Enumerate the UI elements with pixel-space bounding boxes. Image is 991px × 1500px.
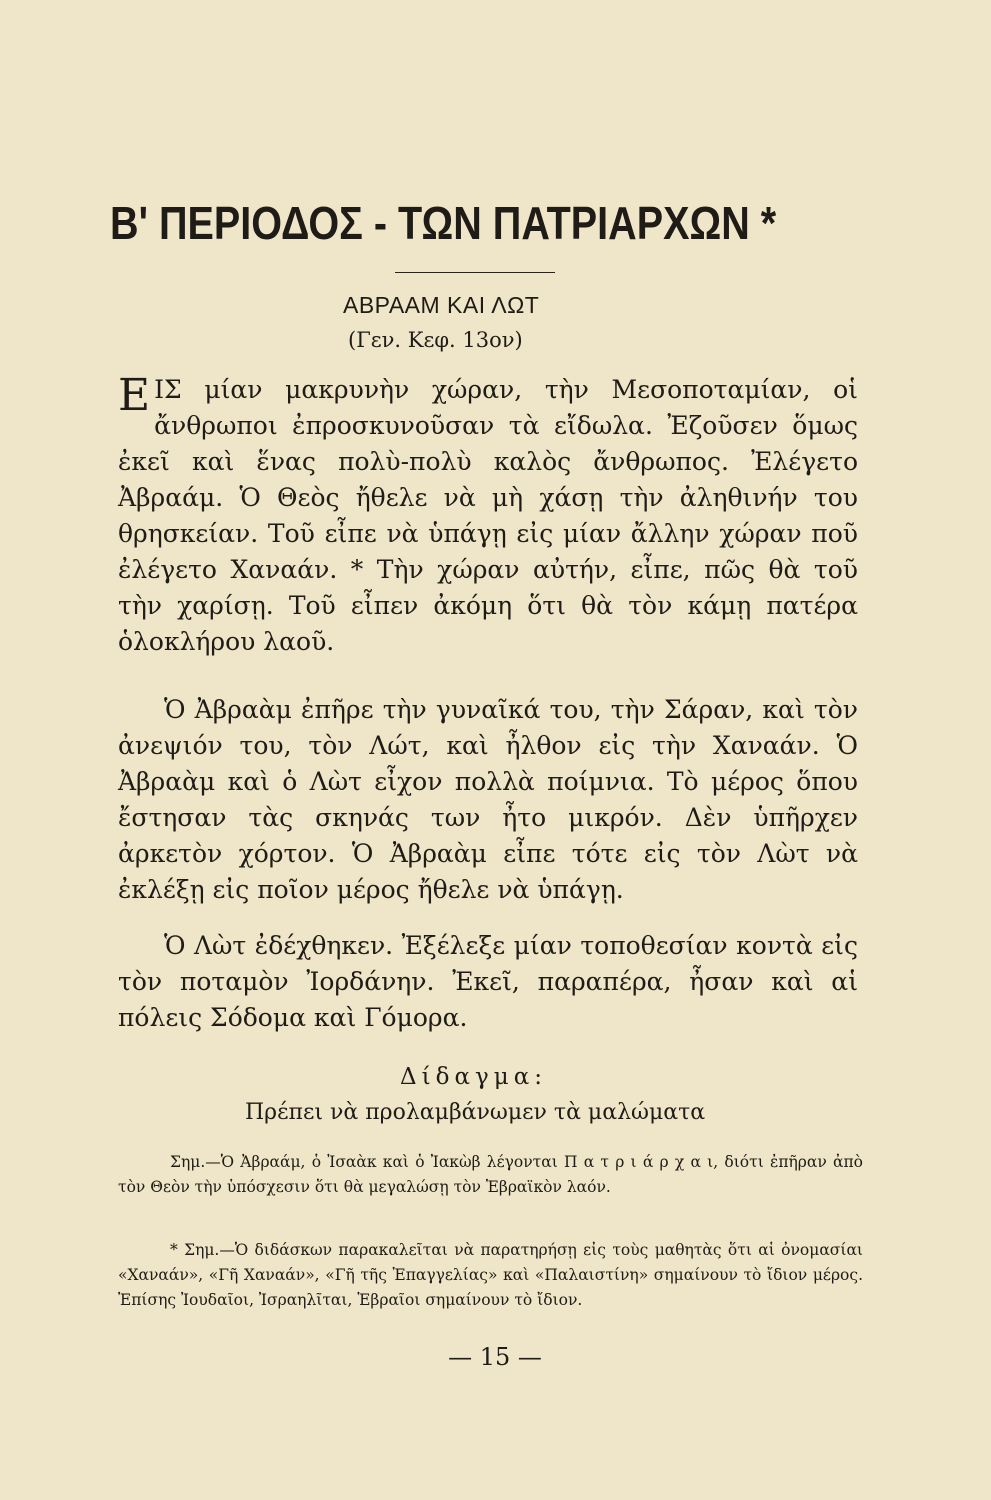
section-title: ΑΒΡΑΑΜ ΚΑΙ ΛΩΤ [343, 292, 540, 318]
paragraph-1-text: ΙΣ μίαν μακρυνὴν χώραν, τὴν Μεσοποταμίαν, οἱ ἄνθρωποι ἐπροσκυνοῦσαν τὰ εἴδωλα. Ἐζοῦσεν ὅμως ἐκεῖ καὶ ἕνας πολὺ-πολὺ καλὸς ἄνθρωπος. Ἐλέγετο Ἀβραάμ. Ὁ Θεὸς ἤθελε νὰ μὴ χάσῃ τὴν ἀληθινήν του θρησκείαν. Τοῦ εἶπε νὰ ὑπάγῃ εἰς μίαν ἄλλην χώραν ποῦ ἐλέγετο Χαναάν. * Τὴν χώραν αὐτήν, εἶπε, πῶς θὰ τοῦ τὴν χαρίσῃ. Τοῦ εἶπεν ἀκόμη ὅτι θὰ τὸν κάμῃ πατέρα ὁλοκλήρου λαοῦ. [118, 375, 858, 656]
title-divider [395, 272, 555, 273]
paragraph-1 [118, 372, 858, 660]
lesson-text: Πρέπει νὰ προλαμβάνωμεν τὰ μαλώματα [245, 1100, 706, 1125]
lesson-heading: Δίδαγμα: [400, 1064, 547, 1090]
footnote-1-text: Σημ.—Ὁ Ἀβραάμ, ὁ Ἰσαὰκ καὶ ὁ Ἰακὼβ λέγονται Π α τ ρ ι ά ρ χ α ι, διότι ἐπῆραν ἀπὸ τὸν Θεὸν τὴν ὑπόσχεσιν ὅτι θὰ μεγαλώσῃ τὸν Ἑβραϊκὸν λαόν. [118, 1153, 863, 1196]
footnote-2 [118, 1238, 863, 1313]
page-number: — 15 — [448, 1343, 542, 1371]
paragraph-2: Ὁ Ἀβραὰμ ἐπῆρε τὴν γυναῖκά του, τὴν Σάραν, καὶ τὸν ἀνεψιόν του, τὸν Λώτ, καὶ ἦλθον εἰς τὴν Χαναάν. Ὁ Ἀβραὰμ καὶ ὁ Λὼτ εἶχον πολλὰ ποίμνια. Τὸ μέρος ὅπου ἔστησαν τὰς σκηνάς των ἦτο μικρόν. Δὲν ὑπῆρχεν ἀρκετὸν χόρτον. Ὁ Ἀβραὰμ εἶπε τότε εἰς τὸν Λὼτ νὰ ἐκλέξῃ εἰς ποῖον μέρος ἤθελε νὰ ὑπάγῃ. [118, 695, 858, 904]
footnote-2-text: * Σημ.—Ὁ διδάσκων παρακαλεῖται νὰ παρατηρήσῃ εἰς τοὺς μαθητὰς ὅτι αἱ ὀνομασίαι «Χαναάν», «Γῆ Χαναάν», «Γῆ τῆς Ἐπαγγελίας» καὶ «Παλαιστίνη» σημαίνουν τὸ ἴδιον μέρος. Ἐπίσης Ἰουδαῖοι, Ἰσραηλῖται, Ἑβραῖοι σημαίνουν τὸ ἴδιον. [118, 1241, 863, 1309]
source-reference: (Γεν. Κεφ. 13ον) [348, 328, 523, 352]
chapter-title: Β' ΠΕΡΙΟΔΟΣ - ΤΩΝ ΠΑΤΡΙΑΡΧΩΝ * [110, 197, 777, 249]
footnote-1 [118, 1150, 863, 1200]
paragraph-3: Ὁ Λὼτ ἐδέχθηκεν. Ἐξέλεξε μίαν τοποθεσίαν κοντὰ εἰς τὸν ποταμὸν Ἰορδάνην. Ἐκεῖ, παραπέρα, ἦσαν καὶ αἱ πόλεις Σόδομα καὶ Γόμορα. [118, 931, 858, 1032]
drop-cap: Ε [118, 370, 151, 421]
